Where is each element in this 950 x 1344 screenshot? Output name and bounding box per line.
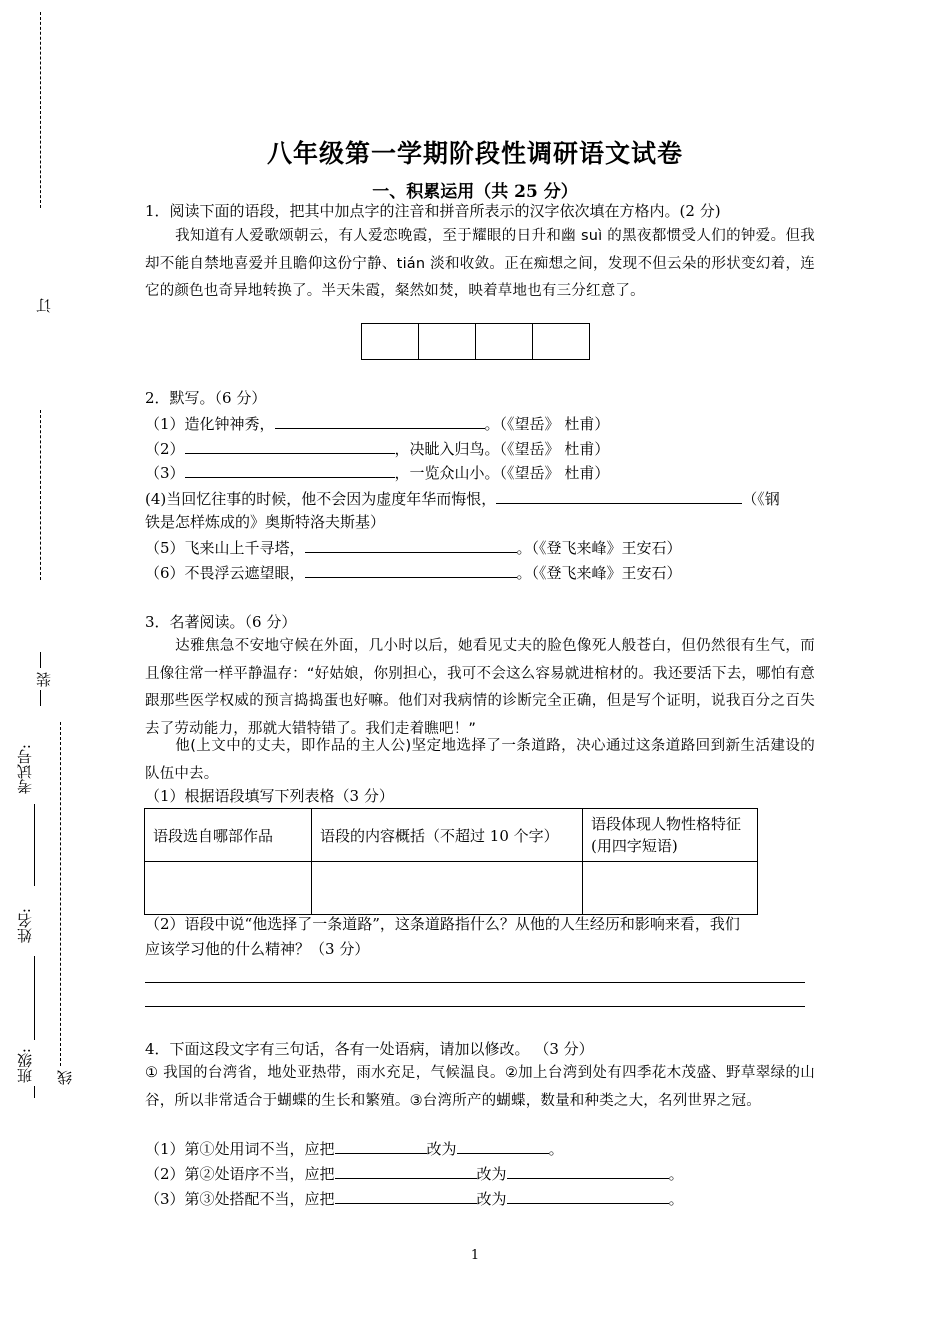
q3-passage-1: 达雅焦急不安地守候在外面，几小时以后，她看见丈夫的脸色像死人般苍白，但仍然很有生气，而且像往常一样平静温存：“好姑娘，你别担心，我可不会这么容易就进棺材的。我还要活下去，哪怕有意跟那些医学权威的预言捣捣蛋也好嘛。他们对我病情的诊断完全正确，但是写个证明，说我百分之百失去了劳动能力，那就大错特错了。我们走着瞧吧！” (145, 638, 815, 737)
binding-line-b (40, 690, 41, 706)
fill-blank[interactable] (335, 1163, 477, 1179)
binding-char-ding: 订 (35, 298, 53, 313)
q2-line-4: (4)当回忆往事的时候，他不会因为虚度年华而悔恨， （《钢 (145, 490, 780, 508)
table-header-row (145, 809, 758, 862)
q2-line-6: （6）不畏浮云遮望眼， 。（《登飞来峰》王安石） (145, 564, 682, 582)
fill-blank[interactable] (507, 1188, 669, 1204)
answer-box[interactable] (532, 323, 590, 360)
answer-line[interactable] (145, 1006, 805, 1007)
fill-blank[interactable] (305, 562, 517, 578)
q3-answer-table (144, 808, 758, 915)
fill-blank[interactable] (185, 438, 395, 454)
q2-line-3: （3） ，一览众山小。（《望岳》 杜甫） (145, 464, 610, 482)
q2-stem: 2．默写。（6 分） (145, 389, 267, 407)
q2-line-1: （1）造化钟神秀， 。（《望岳》 杜甫） (145, 415, 610, 433)
q2-line-4-cont: 铁是怎样炼成的》奥斯特洛夫斯基） (145, 513, 386, 531)
page-number: 1 (470, 1248, 480, 1263)
fill-blank[interactable] (305, 537, 517, 553)
class-blank[interactable] (34, 1086, 35, 1098)
exam-number-blank[interactable] (34, 804, 35, 886)
q1-passage (145, 223, 815, 306)
q4-stem: 4．下面这段文字有三句话，各有一处语病，请加以修改。 （3 分） (145, 1040, 594, 1058)
section-heading: 一、积累运用（共 25 分） (372, 182, 578, 202)
exam-number-label: 考试号: (16, 744, 34, 795)
q3-stem: 3．名著阅读。（6 分） (145, 613, 297, 631)
fill-blank[interactable] (496, 488, 742, 504)
answer-box[interactable] (418, 323, 476, 360)
binding-dashed-line-middle (40, 410, 41, 580)
q4-item-1: （1）第①处用词不当，应把 改为 。 (145, 1140, 564, 1158)
answer-box[interactable] (475, 323, 533, 360)
fill-blank[interactable] (275, 413, 485, 429)
q3-sub2-line-2: 应该学习他的什么精神？（3 分） (145, 940, 370, 958)
table-answer-cell[interactable] (583, 862, 758, 915)
q1-answer-boxes (362, 323, 590, 360)
answer-line[interactable] (145, 982, 805, 983)
table-answer-row (145, 862, 758, 915)
table-header-cell: 语段体现人物性格特征(用四字短语) (583, 809, 758, 862)
binding-line-a (40, 652, 41, 668)
name-label: 姓名: (16, 908, 34, 944)
q4-item-2: （2）第②处语序不当，应把 改为 。 (145, 1165, 684, 1183)
binding-dashed-line-inner (60, 722, 61, 1066)
q3-passage-2: 他(上文中的丈夫，即作品的主人公)坚定地选择了一条道路，决心通过这条道路回到新生活建设的队伍中去。 (145, 738, 815, 782)
binding-char-xian: 线 (56, 1070, 74, 1085)
q4-passage: ① 我国的台湾省，地处亚热带，雨水充足，气候温良。②加上台湾到处有四季花木茂盛、野草翠绿的山谷，所以非常适合于蝴蝶的生长和繁殖。③台湾所产的蝴蝶，数量和种类之大，名列世界之冠。 (145, 1065, 815, 1109)
name-blank[interactable] (34, 956, 35, 1040)
table-answer-cell[interactable] (145, 862, 312, 915)
q1-passage-text: 我知道有人爱歌颂朝云，有人爱恋晚霞，至于耀眼的日升和幽 suì 的黑夜都惯受人们的钟爱。但我却不能自禁地喜爱并且瞻仰这份宁静、tián 淡和收敛。正在痴想之间，发现不但云朵的形状变幻着，连它的颜色也奇异地转换了。半天朱霞，粲然如焚，映着草地也有三分红意了。 (145, 228, 815, 299)
exam-title: 八年级第一学期阶段性调研语文试卷 (266, 139, 683, 168)
fill-blank[interactable] (335, 1138, 427, 1154)
answer-box[interactable] (361, 323, 419, 360)
q3-sub1: （1）根据语段填写下列表格（3 分） (145, 787, 394, 805)
q1-stem: 1．阅读下面的语段，把其中加点字的注音和拼音所表示的汉字依次填在方格内。(2 分) (145, 202, 721, 220)
q2-line-5: （5）飞来山上千寻塔， 。（《登飞来峰》王安石） (145, 539, 682, 557)
fill-blank[interactable] (335, 1188, 477, 1204)
table-header-cell: 语段的内容概括（不超过 10 个字） (312, 809, 583, 862)
fill-blank[interactable] (507, 1163, 669, 1179)
q2-line-2: （2） ，决眦入归鸟。（《望岳》 杜甫） (145, 440, 610, 458)
q3-sub2-line-1: （2）语段中说“他选择了一条道路”，这条道路指什么？从他的人生经历和影响来看，我们 (145, 915, 740, 933)
binding-char-zhuang: 装 (35, 672, 53, 687)
class-label: 班级: (16, 1048, 34, 1084)
fill-blank[interactable] (185, 462, 395, 478)
q4-item-3: （3）第③处搭配不当，应把 改为 。 (145, 1190, 684, 1208)
table-answer-cell[interactable] (312, 862, 583, 915)
fill-blank[interactable] (457, 1138, 549, 1154)
table-header-cell: 语段选自哪部作品 (145, 809, 312, 862)
